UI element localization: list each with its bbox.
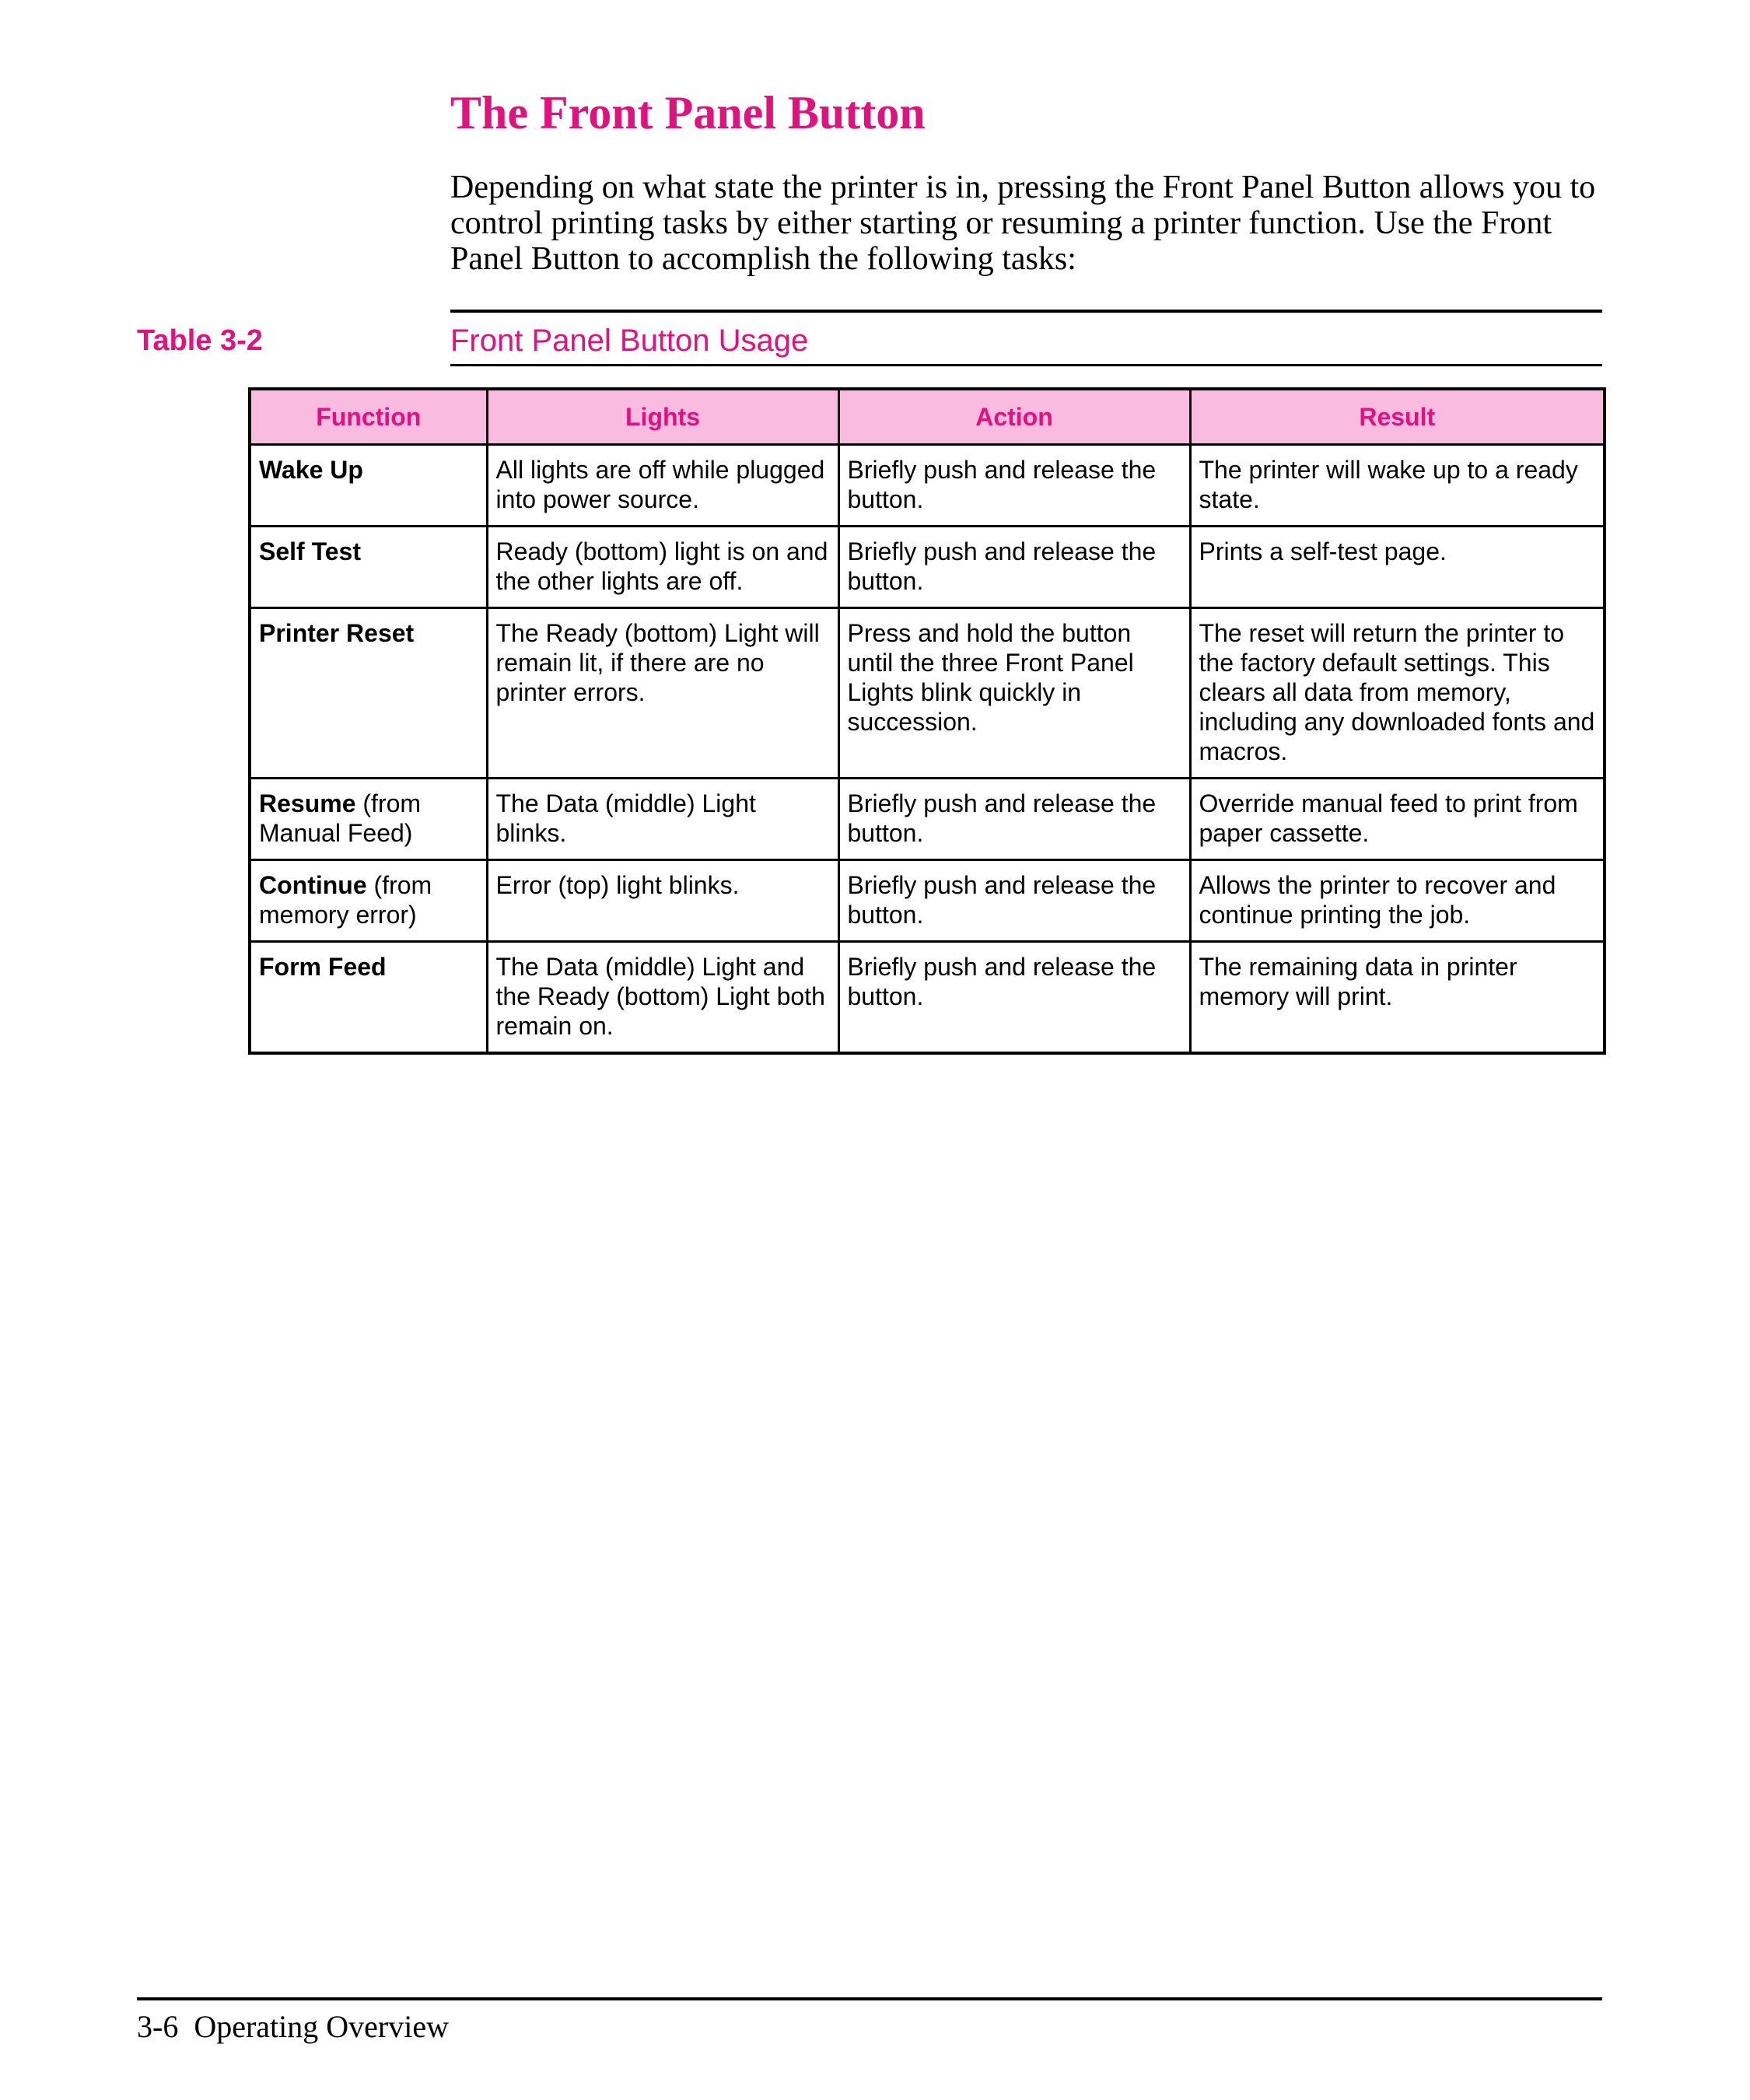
function-name: Wake Up <box>259 456 363 484</box>
function-note: (from Manual Feed) <box>259 789 422 847</box>
function-cell <box>250 860 487 942</box>
function-note: (from memory error) <box>259 871 432 929</box>
result-cell: The reset will return the printer to the factory default settings. This clears all data from memory, including any downloaded fonts and macros. <box>1190 608 1605 779</box>
footer-rule <box>137 1997 1602 2000</box>
result-cell: The remaining data in printer memory will print. <box>1190 942 1605 1054</box>
function-cell <box>250 779 487 860</box>
result-cell: Allows the printer to recover and continue printing the job. <box>1190 860 1605 942</box>
table-row <box>250 942 1605 1054</box>
function-cell <box>250 608 487 779</box>
table-header-row <box>250 389 1605 445</box>
caption-bottom-rule <box>450 364 1602 366</box>
function-name: Continue <box>259 871 367 899</box>
header-function: Function <box>250 389 487 445</box>
header-action: Action <box>838 389 1190 445</box>
intro-paragraph: Depending on what state the printer is in, pressing the Front Panel Button allows you to control printing tasks by either starting or resuming a printer function. Use the Front Panel Button to accomplish the following tasks: <box>450 170 1596 277</box>
action-cell: Press and hold the button until the three Front Panel Lights blink quickly in succession. <box>838 608 1190 779</box>
action-cell: Briefly push and release the button. <box>838 527 1190 608</box>
function-name: Self Test <box>259 537 361 565</box>
table-number: Table 3-2 <box>137 324 263 357</box>
table-row <box>250 860 1605 942</box>
caption-top-rule <box>450 310 1602 313</box>
page-footer: 3-6 Operating Overview <box>137 2009 449 2044</box>
lights-cell: Ready (bottom) light is on and the other lights are off. <box>487 527 838 608</box>
function-name: Form Feed <box>259 953 387 981</box>
function-name: Resume <box>259 789 356 817</box>
result-cell: The printer will wake up to a ready state. <box>1190 445 1605 527</box>
front-panel-button-usage-table <box>248 387 1606 1055</box>
result-cell: Override manual feed to print from paper cassette. <box>1190 779 1605 860</box>
action-cell: Briefly push and release the button. <box>838 942 1190 1054</box>
action-cell: Briefly push and release the button. <box>838 445 1190 527</box>
lights-cell: All lights are off while plugged into power source. <box>487 445 838 527</box>
lights-cell: The Data (middle) Light blinks. <box>487 779 838 860</box>
function-cell <box>250 942 487 1054</box>
lights-cell: The Data (middle) Light and the Ready (bottom) Light both remain on. <box>487 942 838 1054</box>
table-row <box>250 779 1605 860</box>
function-name: Printer Reset <box>259 619 415 647</box>
function-cell <box>250 445 487 527</box>
page-title: The Front Panel Button <box>450 87 926 138</box>
result-cell: Prints a self-test page. <box>1190 527 1605 608</box>
lights-cell: Error (top) light blinks. <box>487 860 838 942</box>
action-cell: Briefly push and release the button. <box>838 860 1190 942</box>
header-lights: Lights <box>487 389 838 445</box>
header-result: Result <box>1190 389 1605 445</box>
lights-cell: The Ready (bottom) Light will remain lit, if there are no printer errors. <box>487 608 838 779</box>
table-caption: Front Panel Button Usage <box>450 324 809 358</box>
function-cell <box>250 527 487 608</box>
table-row <box>250 445 1605 527</box>
table-row <box>250 527 1605 608</box>
table-row <box>250 608 1605 779</box>
action-cell: Briefly push and release the button. <box>838 779 1190 860</box>
